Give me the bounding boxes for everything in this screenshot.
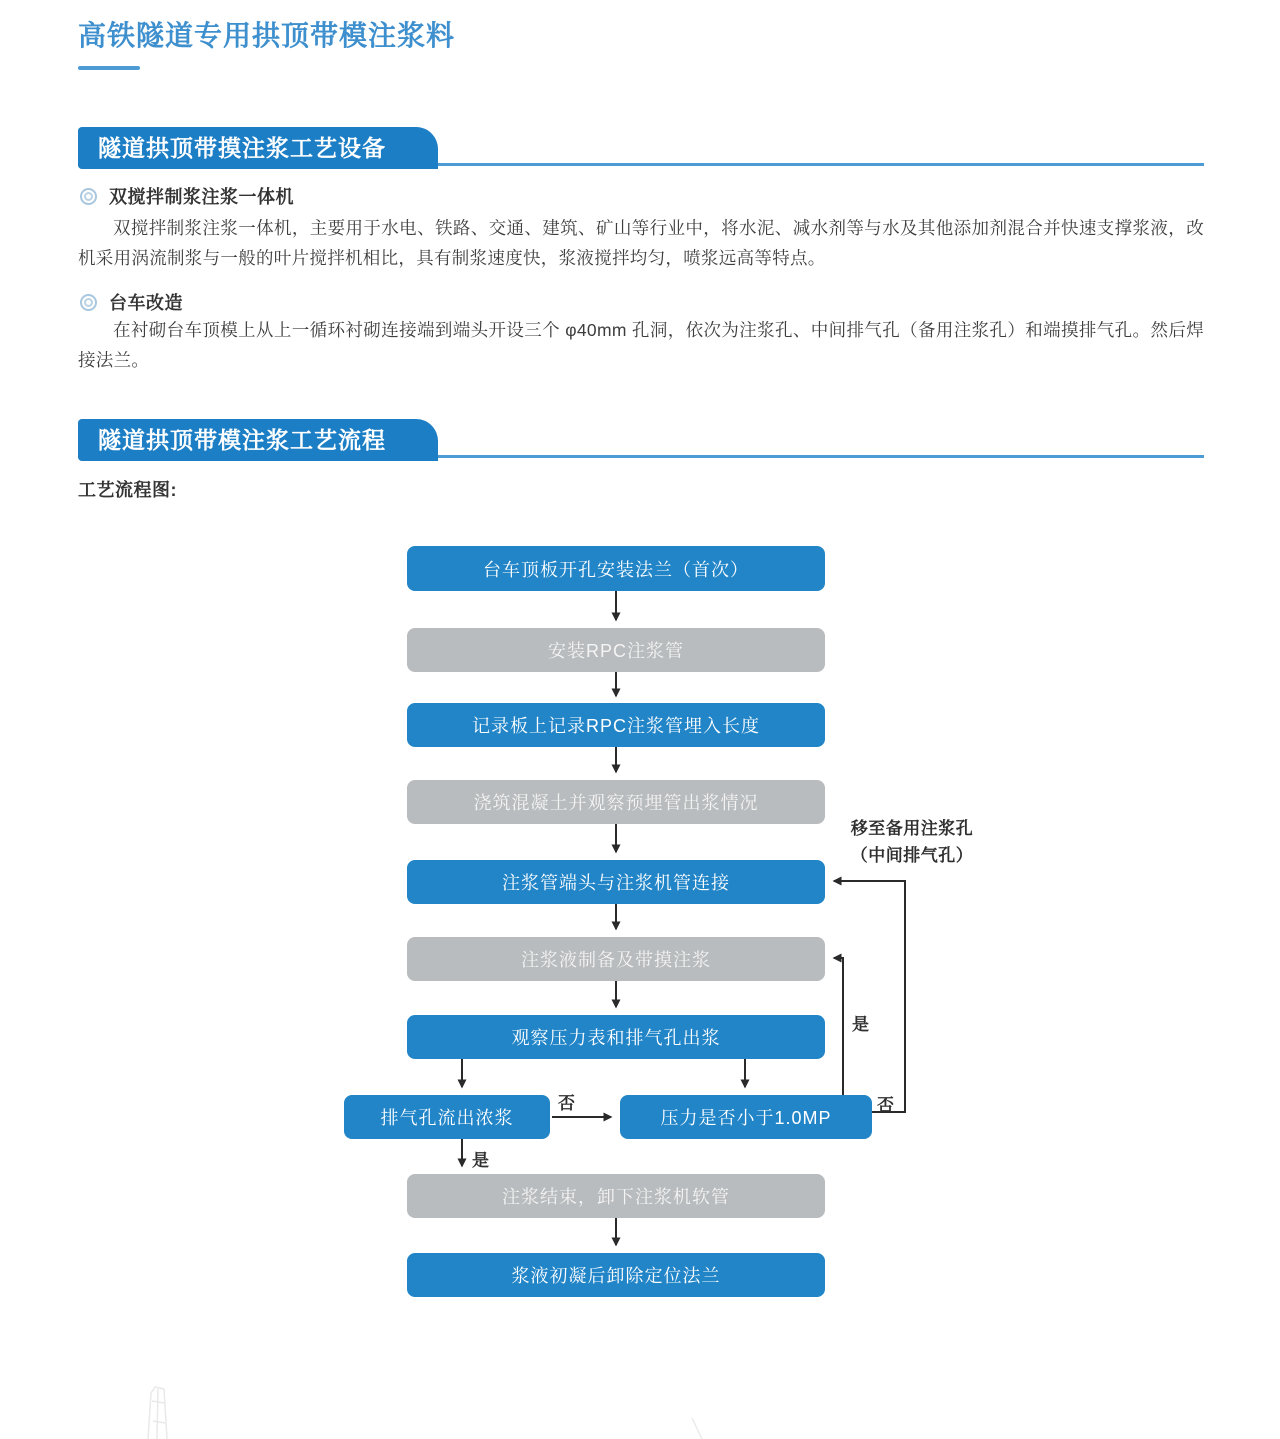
section-banner-process: 隧道拱顶带模注浆工艺流程 [78,419,438,461]
paragraph-trolley: 在衬砌台车顶模上从上一循环衬砌连接端到端头开设三个 φ40mm 孔洞，依次为注浆孔、中间排气孔（备用注浆孔）和端摸排气孔。然后焊接法兰。 [78,320,1204,370]
tower-watermark [130,1383,200,1439]
edge-label-yes: 是 [852,1015,869,1034]
flow-node-vent-thick-grout: 排气孔流出浓浆 [344,1095,550,1139]
edge-label-yes: 是 [472,1151,489,1170]
flow-node-install-rpc-pipe: 安装RPC注浆管 [407,628,825,672]
corner-watermark [680,1418,710,1439]
bullet-item-mixer [80,183,294,209]
flow-node-pour-concrete: 浇筑混凝土并观察预埋管出浆情况 [407,780,825,824]
edge-label-no: 否 [558,1094,575,1113]
paragraph-mixer: 双搅拌制浆注浆一体机，主要用于水电、铁路、交通、建筑、矿山等行业中，将水泥、减水剂等与水及其他添加剂混合并快速支撑浆液，改机采用涡流制浆与一般的叶片搅拌机相比，具有制浆速度快，浆液搅拌均匀，喷浆远高等特点。 [78,218,1204,268]
flow-annotation-backup-hole [822,815,1002,869]
title-underline [78,66,140,70]
flow-node-grouting-end: 注浆结束，卸下注浆机软管 [407,1174,825,1218]
double-circle-icon [80,188,97,205]
section-banner-equipment: 隧道拱顶带摸注浆工艺设备 [78,127,438,169]
bullet-heading: 台车改造 [109,293,183,313]
double-circle-icon [80,294,97,311]
flow-node-observe-gauge: 观察压力表和排气孔出浆 [407,1015,825,1059]
flow-node-remove-flange: 浆液初凝后卸除定位法兰 [407,1253,825,1297]
flow-annotation-line2: （中间排气孔） [850,846,974,865]
bullet-heading: 双搅拌制浆注浆一体机 [109,187,294,207]
flow-node-connect-pipe: 注浆管端头与注浆机管连接 [407,860,825,904]
flow-node-record-length: 记录板上记录RPC注浆管埋入长度 [407,703,825,747]
flow-node-prepare-grout: 注浆液制备及带摸注浆 [407,937,825,981]
edge-label-no: 否 [877,1096,894,1115]
bullet-item-trolley [80,289,183,315]
flow-annotation-line1: 移至备用注浆孔 [850,819,974,838]
figure-label: 工艺流程图: [78,480,177,500]
page-title: 高铁隧道专用拱顶带模注浆料 [78,20,456,51]
flow-node-install-flange: 台车顶板开孔安装法兰（首次） [407,546,825,591]
flow-node-pressure-check: 压力是否小于1.0MP [620,1095,872,1139]
